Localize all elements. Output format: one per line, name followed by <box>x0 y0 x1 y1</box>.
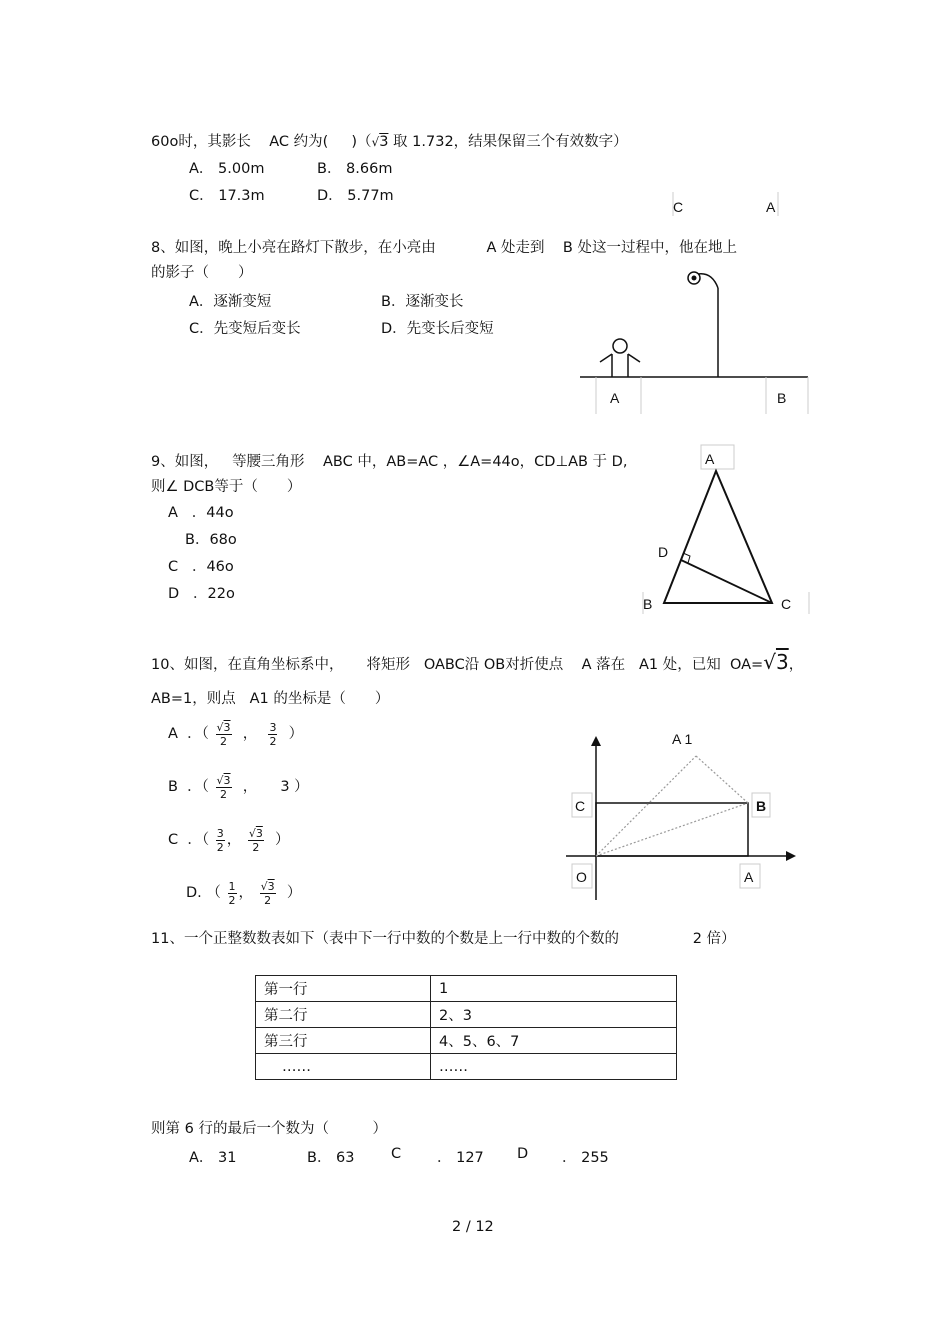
table-cell: …… <box>431 1054 677 1080</box>
q9-label-c: C <box>781 596 792 612</box>
y-axis-arrow-icon <box>591 736 601 746</box>
q7-label-a: A <box>766 199 776 215</box>
table-cell: 1 <box>431 976 677 1002</box>
q10-option-d: D. （ $\frac{1}{2}$ ， $\frac{√3}{2}$ ） <box>186 879 302 907</box>
x-axis-arrow-icon <box>786 851 796 861</box>
q10-label-a: A <box>744 869 754 885</box>
segment-a1b <box>696 756 748 803</box>
q7-option-b: B． 8.66m <box>317 161 393 177</box>
table-cell: …… <box>256 1054 431 1080</box>
q8-option-c: C．先变短后变长 <box>189 321 301 337</box>
table-cell: 第三行 <box>256 1028 431 1054</box>
diagonal-ob <box>596 803 748 856</box>
q11-option-a: A． 31 <box>189 1150 237 1166</box>
q8-label-b: B <box>777 390 787 406</box>
q11-option-d-letter: D <box>517 1146 529 1162</box>
table-row <box>256 1002 677 1028</box>
q7-option-c: C． 17.3m <box>189 188 265 204</box>
page-number: 2 / 12 <box>452 1219 494 1235</box>
q10-option-a: A ．（ $\frac{√3}{2}$ ， $\frac{3}{2}$ ） <box>168 720 304 748</box>
q9-label-a: A <box>705 451 715 467</box>
q10-stem-line2: AB=1，则点 A1 的坐标是（ ） <box>151 691 390 707</box>
q10-label-b: B <box>756 798 767 814</box>
q11-option-c-value: ． 127 <box>437 1150 484 1166</box>
number-table <box>255 975 677 1080</box>
q10-stem-line1: 10、如图，在直角坐标系中， 将矩形 OABC沿 OB对折使点 A 落在 A1 处，已知 OA=√3， <box>151 650 804 674</box>
q9-label-d: D <box>658 544 669 560</box>
q8-stem-line2: 的影子（ ） <box>151 265 253 281</box>
q10-label-a1: A 1 <box>672 731 693 747</box>
q8-label-a: A <box>610 390 620 406</box>
q8-option-d: D．先变长后变短 <box>381 321 494 337</box>
q7-stem: 60o时，其影长 AC 约为( )（√3 取 1.732，结果保留三个有效数字） <box>151 134 628 150</box>
q11-stem: 11、一个正整数数表如下（表中下一行中数的个数是上一行中数的个数的 2 倍） <box>151 931 736 947</box>
table-cell: 第一行 <box>256 976 431 1002</box>
table-cell: 4、5、6、7 <box>431 1028 677 1054</box>
q9-stem-line1: 9、如图， 等腰三角形 ABC 中，AB=AC ，∠A=44o，CD⊥AB 于 D, <box>151 454 628 470</box>
q11-question: 则第 6 行的最后一个数为（ ） <box>151 1121 387 1137</box>
q9-stem-line2: 则∠ DCB等于（ ） <box>151 479 302 495</box>
q10-label-o: O <box>576 869 587 885</box>
q9-option-d: D ．22o <box>168 586 235 602</box>
q11-option-c-letter: C <box>391 1146 402 1162</box>
q8-option-a: A．逐渐变短 <box>189 294 272 310</box>
table-cell: 2、3 <box>431 1002 677 1028</box>
table-row <box>256 1028 677 1054</box>
q9-option-b: B．68o <box>185 532 237 548</box>
table-row <box>256 976 677 1002</box>
segment-oa1 <box>596 756 696 856</box>
q9-option-a: A ．44o <box>168 505 234 521</box>
q9-label-b: B <box>643 596 653 612</box>
q8-stem-line1: 8、如图，晚上小亮在路灯下散步，在小亮由 A 处走到 B 处这一过程中，他在地上 <box>151 240 737 256</box>
q7-label-c: C <box>673 199 684 215</box>
table-row <box>256 1054 677 1080</box>
q7-option-d: D． 5.77m <box>317 188 394 204</box>
q8-option-b: B．逐渐变长 <box>381 294 464 310</box>
q11-option-b: B． 63 <box>307 1150 355 1166</box>
q10-option-c: C ．（ $\frac{3}{2}$ ， $\frac{√3}{2}$ ） <box>168 826 290 854</box>
q10-label-c: C <box>575 798 586 814</box>
q10-option-b: B ．（ $\frac{√3}{2}$ ， 3 ） <box>168 773 309 801</box>
q9-option-c: C ．46o <box>168 559 234 575</box>
q7-option-a: A． 5.00m <box>189 161 265 177</box>
q11-option-d-value: ． 255 <box>562 1150 609 1166</box>
table-cell: 第二行 <box>256 1002 431 1028</box>
